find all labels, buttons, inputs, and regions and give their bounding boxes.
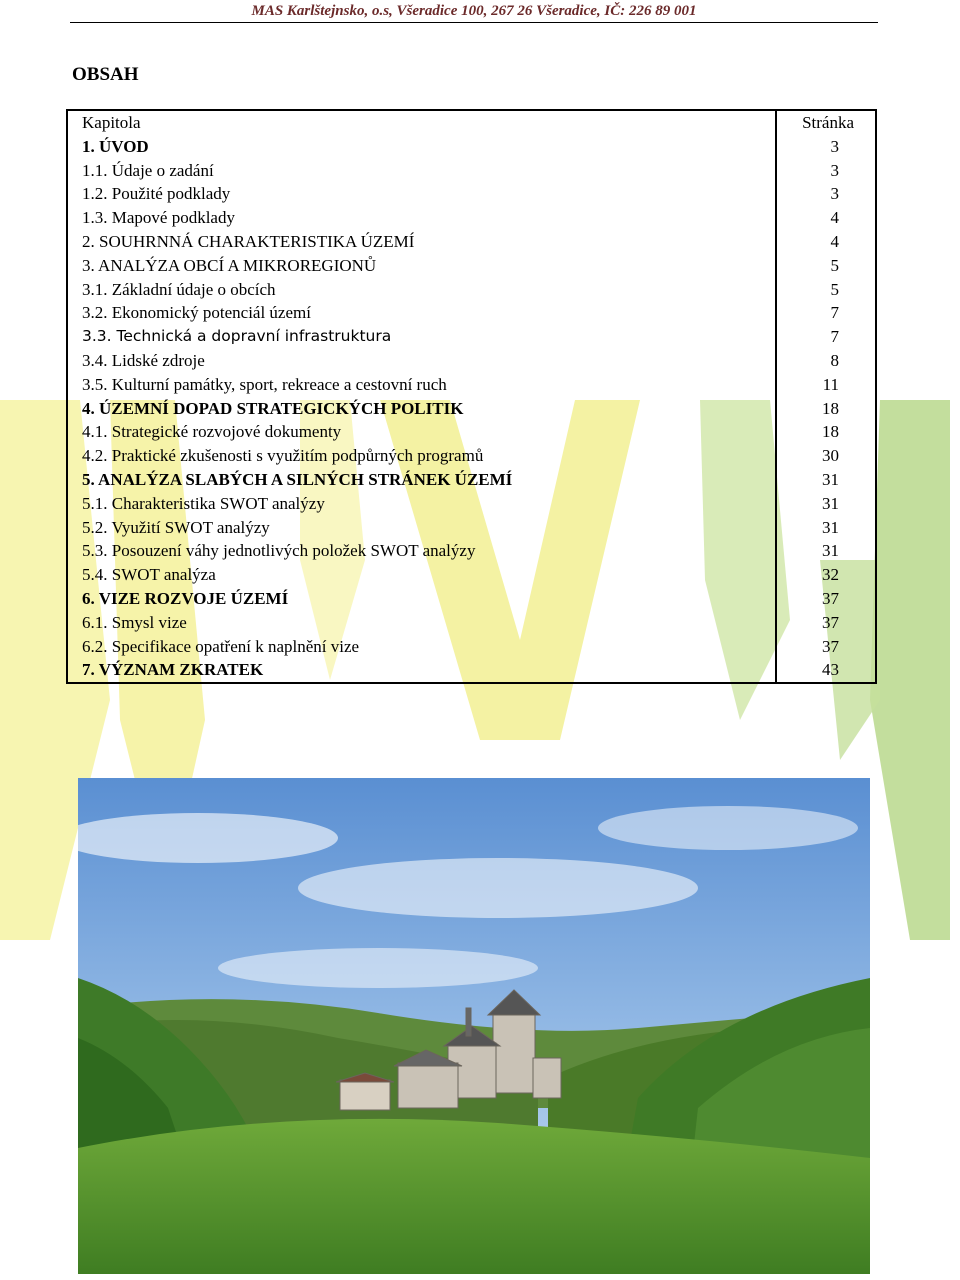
toc-page-number: 18 — [822, 422, 839, 442]
toc-entry[interactable]: 5.4. SWOT analýza — [82, 565, 216, 585]
toc-entry[interactable]: 5.2. Využití SWOT analýzy — [82, 517, 270, 537]
castle-landscape-photo — [78, 778, 870, 1274]
toc-entry[interactable]: 1.1. Údaje o zadání — [82, 160, 214, 180]
toc-entry[interactable]: 3.1. Základní údaje o obcích — [82, 279, 276, 299]
toc-page-number: 7 — [830, 327, 839, 347]
toc-page-number: 18 — [822, 398, 839, 418]
toc-page-number: 11 — [822, 374, 839, 394]
page-header: MAS Karlštejnsko, o.s, Všeradice 100, 267 26 Všeradice, IČ: 226 89 001 — [70, 0, 878, 23]
toc-entry[interactable]: 4. ÚZEMNÍ DOPAD STRATEGICKÝCH POLITIK — [82, 398, 464, 418]
toc-page-number: 4 — [830, 208, 839, 228]
toc-page-number: 3 — [830, 160, 839, 180]
toc-page-number: 3 — [830, 136, 839, 156]
toc-header-chapter: Kapitola — [82, 113, 141, 132]
toc-entry[interactable]: 1. ÚVOD — [82, 136, 149, 156]
toc-entry[interactable]: 6. VIZE ROZVOJE ÚZEMÍ — [82, 588, 289, 608]
table-of-contents — [66, 109, 877, 684]
toc-page-number: 3 — [830, 184, 839, 204]
toc-header-page: Stránka — [802, 113, 854, 132]
toc-entry[interactable]: 4.1. Strategické rozvojové dokumenty — [82, 422, 342, 442]
toc-page-number: 32 — [822, 565, 839, 585]
toc-entry[interactable]: 1.3. Mapové podklady — [82, 208, 235, 228]
toc-page-number: 7 — [830, 303, 839, 323]
toc-page-number: 37 — [822, 612, 839, 632]
toc-page-number: 4 — [830, 231, 839, 251]
toc-entry[interactable]: 4.2. Praktické zkušenosti s využitím podpůrných programů — [82, 446, 484, 466]
toc-entry[interactable]: 6.1. Smysl vize — [82, 612, 187, 632]
toc-entry[interactable]: 3.4. Lidské zdroje — [82, 350, 205, 370]
toc-entry[interactable]: 1.2. Použité podklady — [82, 184, 231, 204]
toc-page-number: 5 — [830, 279, 839, 299]
toc-page-number: 30 — [822, 446, 839, 466]
toc-entry[interactable]: 5.1. Charakteristika SWOT analýzy — [82, 493, 325, 513]
toc-entry[interactable]: 5.3. Posouzení váhy jednotlivých položek SWOT analýzy — [82, 541, 476, 561]
toc-entry[interactable]: 5. ANALÝZA SLABÝCH A SILNÝCH STRÁNEK ÚZEMÍ — [82, 469, 513, 489]
toc-page-column — [776, 110, 876, 683]
toc-entry[interactable]: 6.2. Specifikace opatření k naplnění vize — [82, 636, 360, 656]
toc-entry[interactable]: 7. VÝZNAM ZKRATEK — [82, 660, 264, 680]
toc-page-number: 31 — [822, 541, 839, 561]
toc-title-column — [67, 110, 776, 683]
toc-entry[interactable]: 3.2. Ekonomický potenciál území — [82, 303, 311, 323]
toc-page-number: 43 — [822, 660, 839, 680]
toc-page-number: 31 — [822, 493, 839, 513]
toc-page-number: 8 — [830, 350, 839, 370]
toc-page-number: 37 — [822, 588, 839, 608]
page-title: OBSAH — [72, 64, 139, 85]
toc-entry[interactable]: 3.5. Kulturní památky, sport, rekreace a cestovní ruch — [82, 374, 447, 394]
toc-page-number: 37 — [822, 636, 839, 656]
toc-page-number: 31 — [822, 469, 839, 489]
toc-page-number: 31 — [822, 517, 839, 537]
toc-page-number: 5 — [830, 255, 839, 275]
toc-entry[interactable]: 2. SOUHRNNÁ CHARAKTERISTIKA ÚZEMÍ — [82, 231, 415, 251]
toc-entry[interactable]: 3. ANALÝZA OBCÍ A MIKROREGIONŮ — [82, 255, 377, 275]
toc-entry[interactable]: 3.3. Technická a dopravní infrastruktura — [82, 327, 392, 346]
